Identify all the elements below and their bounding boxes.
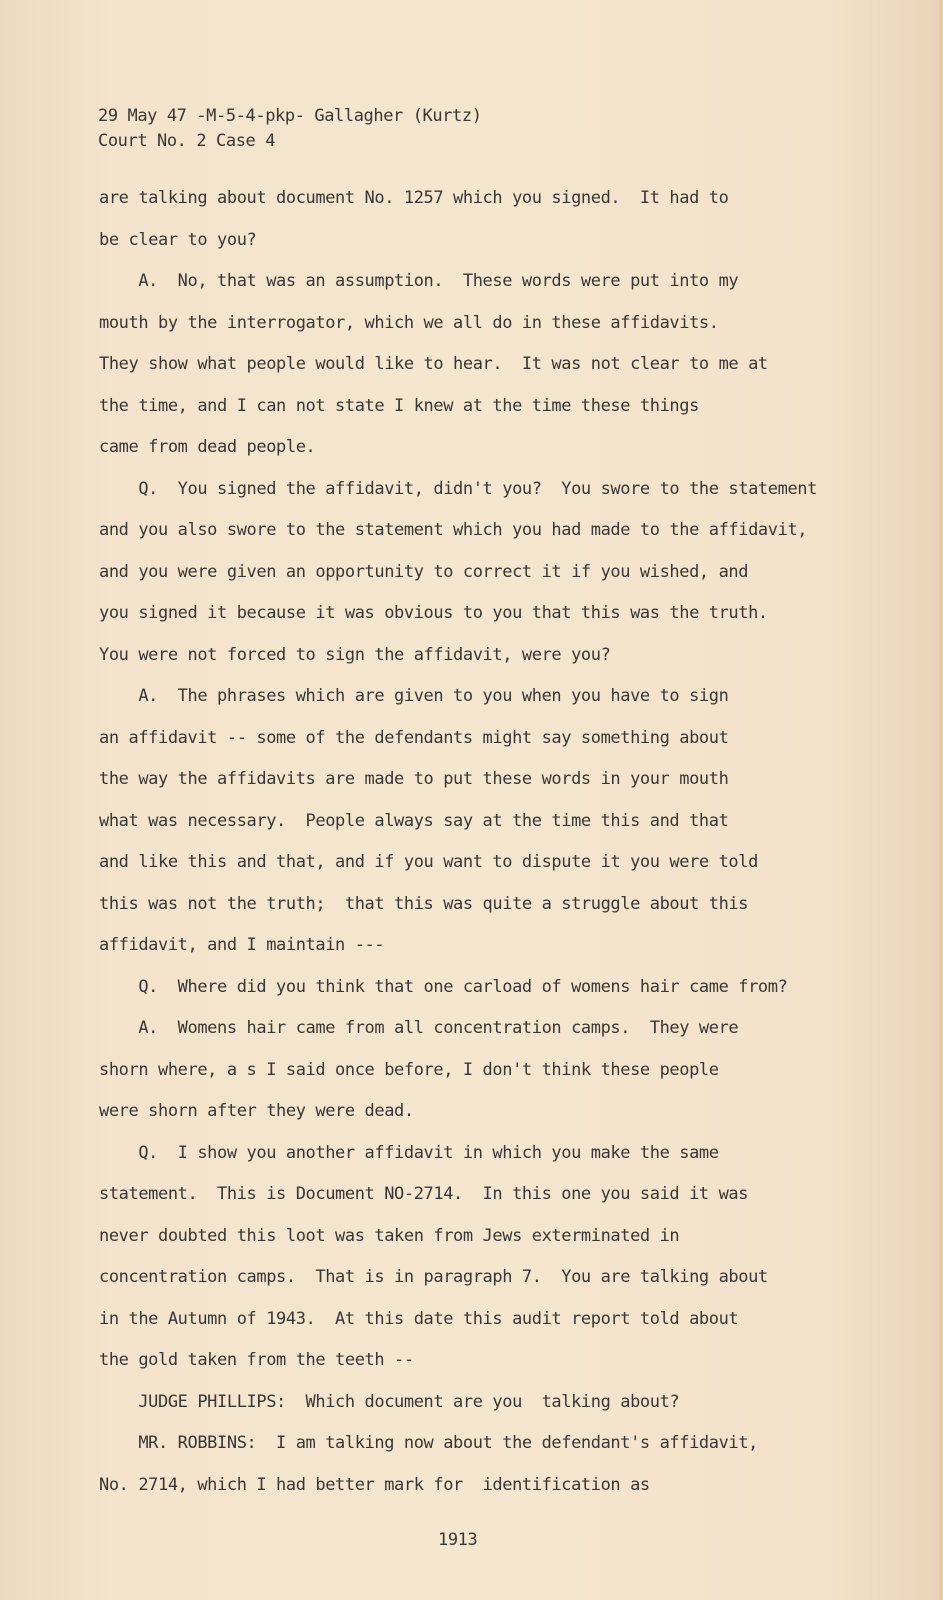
page-number: 1913 <box>438 1530 478 1550</box>
transcript-line: mouth by the interrogator, which we all do in these affidavits. <box>99 312 719 333</box>
transcript-line: never doubted this loot was taken from Jews exterminated in <box>99 1225 680 1246</box>
transcript-line: A. No, that was an assumption. These words were put into my <box>99 271 739 291</box>
transcript-line: shorn where, a s I said once before, I don't think these people <box>99 1059 719 1080</box>
document-header <box>98 104 482 154</box>
transcript-line: an affidavit -- some of the defendants might say something about <box>99 727 729 748</box>
transcript-line: and like this and that, and if you want to dispute it you were told <box>99 852 758 872</box>
transcript-line: JUDGE PHILLIPS: Which document are you talking about? <box>99 1391 680 1412</box>
transcript-line: affidavit, and I maintain --- <box>99 935 385 955</box>
transcript-line: were shorn after they were dead. <box>99 1101 414 1121</box>
transcript-line: you signed it because it was obvious to you that this was the truth. <box>99 603 768 623</box>
transcript-line: A. The phrases which are given to you when you have to sign <box>99 686 729 706</box>
transcript-line: be clear to you? <box>99 229 257 250</box>
transcript-line: in the Autumn of 1943. At this date this audit report told about <box>99 1308 739 1329</box>
transcript-line: came from dead people. <box>99 437 316 457</box>
transcript-line: are talking about document No. 1257 which you signed. It had to <box>99 188 729 208</box>
transcript-line: statement. This is Document NO-2714. In this one you said it was <box>99 1184 749 1204</box>
transcript-line: and you were given an opportunity to correct it if you wished, and <box>99 561 749 582</box>
transcript-line: You were not forced to sign the affidavit, were you? <box>99 644 611 665</box>
transcript-line: They show what people would like to hear. It was not clear to me at <box>99 354 768 374</box>
transcript-line: and you also swore to the statement which you had made to the affidavit, <box>99 520 808 540</box>
transcript-line: what was necessary. People always say at the time this and that <box>99 810 729 831</box>
header-date-line: 29 May 47 -M-5-4-pkp- Gallagher (Kurtz) <box>98 106 482 126</box>
transcript-line: the gold taken from the teeth -- <box>99 1350 414 1370</box>
transcript-line: the time, and I can not state I knew at the time these things <box>99 395 699 416</box>
transcript-line: this was not the truth; that this was quite a struggle about this <box>99 893 749 914</box>
transcript-line: concentration camps. That is in paragraph 7. You are talking about <box>99 1267 768 1287</box>
transcript-line: Q. Where did you think that one carload of womens hair came from? <box>99 976 788 997</box>
transcript-line: Q. I show you another affidavit in which you make the same <box>99 1142 719 1163</box>
transcript-line: A. Womens hair came from all concentration camps. They were <box>99 1018 739 1038</box>
transcript-line: Q. You signed the affidavit, didn't you? You swore to the statement <box>99 478 817 499</box>
transcript-line: No. 2714, which I had better mark for identification as <box>99 1474 650 1495</box>
transcript-line: the way the affidavits are made to put these words in your mouth <box>99 769 729 789</box>
header-court-line: Court No. 2 Case 4 <box>98 131 276 151</box>
transcript-line: MR. ROBBINS: I am talking now about the defendant's affidavit, <box>99 1433 758 1453</box>
transcript-body <box>99 186 899 1514</box>
